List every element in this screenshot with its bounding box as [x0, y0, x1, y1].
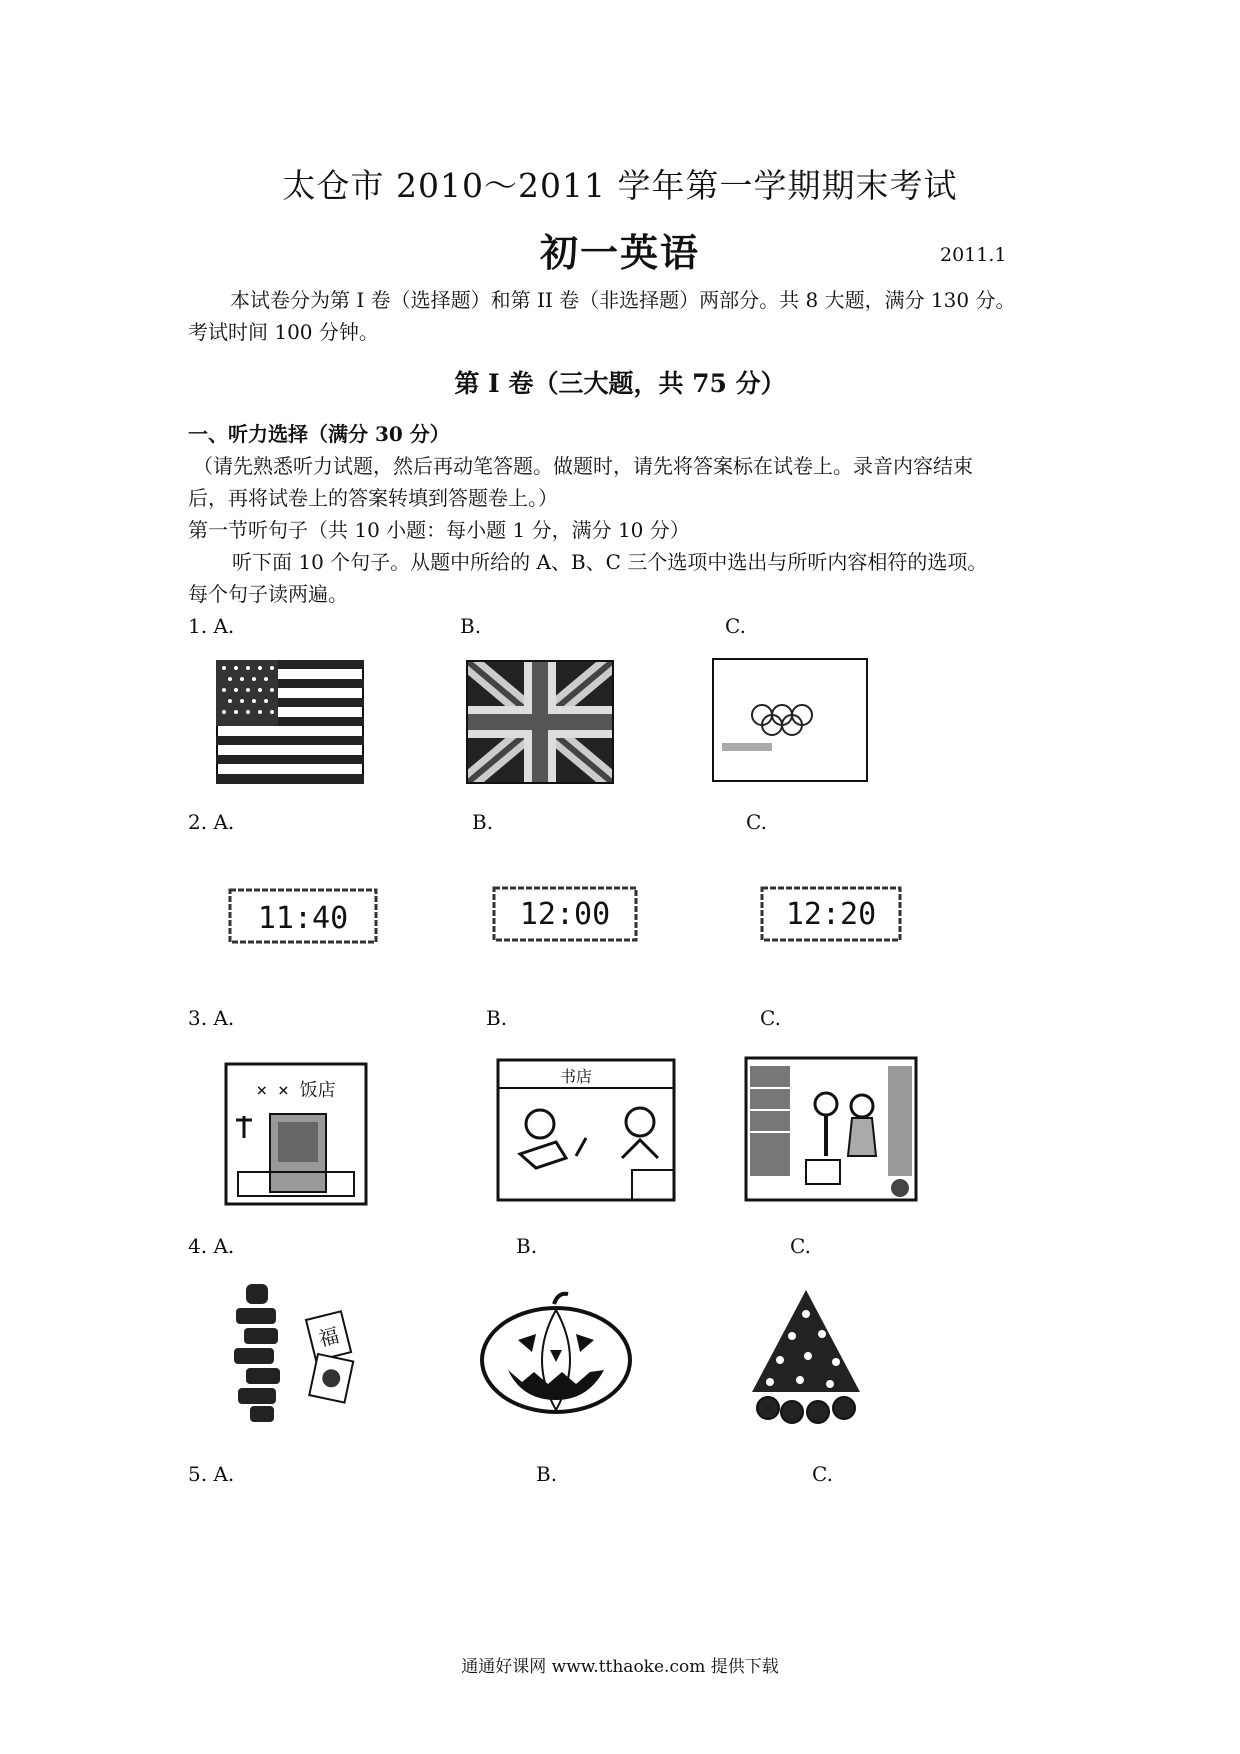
q3-option-b-label: B. [486, 1006, 508, 1030]
q3-option-c-label: C. [760, 1006, 781, 1030]
q4-option-a-label: 4. A. [188, 1234, 235, 1258]
olympic-flag-image [712, 658, 868, 782]
section-title: 一、听力选择（满分 30 分） [188, 422, 450, 446]
q4-option-b-label: B. [516, 1234, 538, 1258]
exam-date: 2011.1 [940, 244, 1007, 266]
clock-display-b [492, 886, 638, 942]
bookstore-sign: 书店 [560, 1067, 593, 1086]
clock-time-c: 12:20 [785, 897, 877, 932]
usa-flag-image [216, 660, 364, 784]
q4-option-c-label: C. [790, 1234, 811, 1258]
q3-option-a-label: 3. A. [188, 1006, 235, 1030]
page-footer: 通通好课网 www.tthaoke.com 提供下载 [461, 1657, 779, 1677]
fu-card-text: 福 [316, 1322, 342, 1352]
q1-option-a-label: 1. A. [188, 614, 235, 638]
clock-display-c [760, 886, 902, 942]
part-title: 第 I 卷（三大题，共 75 分） [454, 369, 786, 398]
instruction-line-2: 后，再将试卷上的答案转填到答题卷上。） [188, 486, 558, 510]
uk-flag-image [466, 660, 614, 784]
q2-option-b-label: B. [472, 810, 494, 834]
q1-option-c-label: C. [725, 614, 746, 638]
q5-option-a-label: 5. A. [188, 1462, 235, 1486]
q5-option-c-label: C. [812, 1462, 833, 1486]
q1-option-b-label: B. [460, 614, 482, 638]
clock-time-b: 12:00 [519, 897, 611, 932]
q2-option-a-label: 2. A. [188, 810, 235, 834]
q2-option-c-label: C. [746, 810, 767, 834]
restaurant-image [224, 1062, 368, 1206]
christmas-tree-image [740, 1284, 872, 1424]
spring-festival-image [226, 1276, 376, 1426]
exam-title: 太仓市 2010～2011 学年第一学期期末考试 [282, 166, 958, 205]
subsection-title: 第一节听句子（共 10 小题：每小题 1 分，满分 10 分） [188, 518, 690, 542]
clock-time-a: 11:40 [257, 901, 349, 936]
bookstore-image [496, 1058, 676, 1202]
intro-line-1: 本试卷分为第 I 卷（选择题）和第 II 卷（非选择题）两部分。共 8 大题，满分 130 分。 [230, 288, 1016, 312]
restaurant-sign: × × 饭店 [256, 1080, 336, 1101]
instruction-line-1: （请先熟悉听力试题，然后再动笔答题。做题时，请先将答案标在试卷上。录音内容结束 [193, 454, 973, 478]
intro-line-2: 考试时间 100 分钟。 [188, 320, 379, 344]
task-line-1: 听下面 10 个句子。从题中所给的 A、B、C 三个选项中选出与所听内容相符的选项。 [232, 550, 988, 574]
task-line-2: 每个句子读两遍。 [188, 582, 348, 606]
pumpkin-image [478, 1290, 634, 1418]
exam-subject: 初一英语 [540, 230, 701, 275]
clock-display-a [228, 888, 378, 944]
supermarket-image [744, 1056, 918, 1202]
q5-option-b-label: B. [536, 1462, 558, 1486]
